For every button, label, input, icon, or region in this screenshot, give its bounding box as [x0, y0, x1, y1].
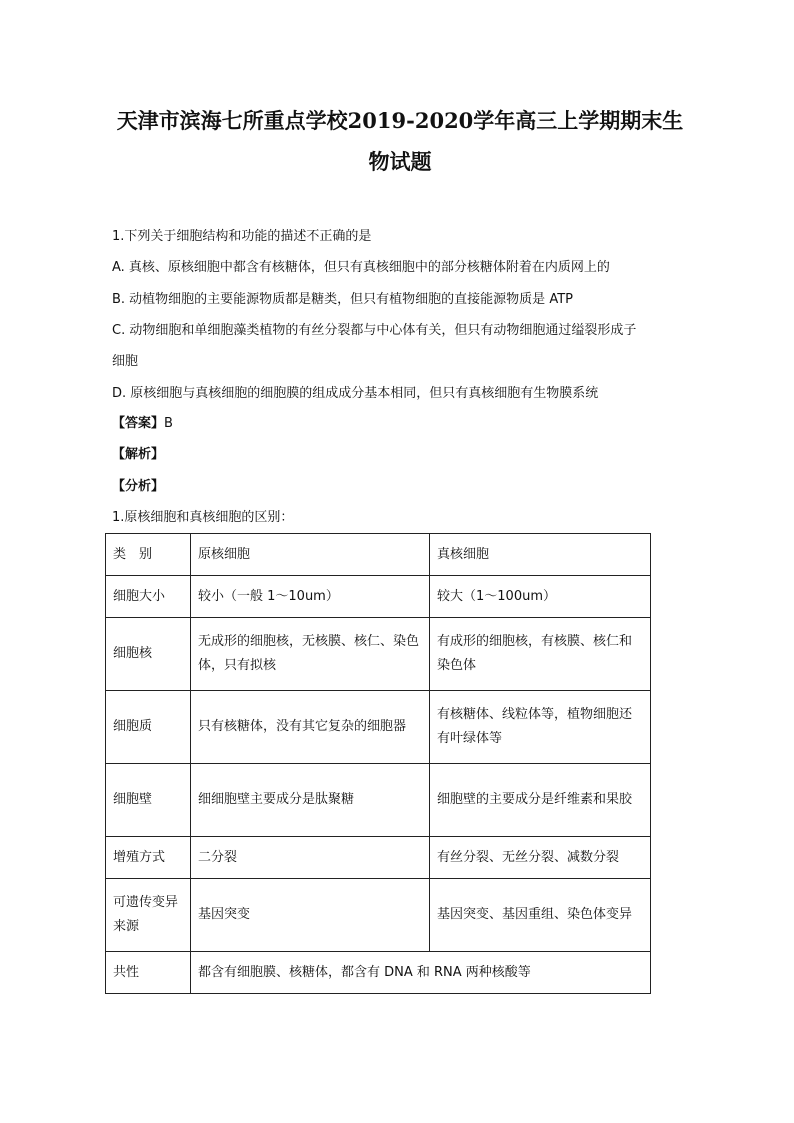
- row-prokaryote: 细细胞壁主要成分是肽聚糖: [191, 764, 430, 837]
- row-category: 细胞核: [106, 618, 191, 691]
- row-category: 可遗传变异来源: [106, 879, 191, 952]
- row-common-traits: 都含有细胞膜、核糖体，都含有 DNA 和 RNA 两种核酸等: [191, 952, 651, 994]
- header-prokaryote: 原核细胞: [191, 534, 430, 576]
- option-b: B. 动植物细胞的主要能源物质都是糖类，但只有植物细胞的直接能源物质是 ATP: [112, 292, 573, 307]
- analysis-label: 【解析】: [112, 447, 165, 462]
- table-row-common: [106, 952, 651, 994]
- document-title-line-2: 物试题: [368, 149, 432, 174]
- row-category: 增殖方式: [106, 837, 191, 879]
- row-prokaryote: 只有核糖体，没有其它复杂的细胞器: [191, 691, 430, 764]
- row-prokaryote: 二分裂: [191, 837, 430, 879]
- fenxi-label: 【分析】: [112, 479, 165, 494]
- table-row: [106, 879, 651, 952]
- row-eukaryote: 有成形的细胞核，有核膜、核仁和染色体: [430, 618, 651, 691]
- option-a: A. 真核、原核细胞中都含有核糖体，但只有真核细胞中的部分核糖体附着在内质网上的: [112, 260, 610, 275]
- document-title-line-1: 天津市滨海七所重点学校2019-2020学年高三上学期期末生: [116, 108, 684, 133]
- option-c: C. 动物细胞和单细胞藻类植物的有丝分裂都与中心体有关，但只有动物细胞通过缢裂形成子: [112, 323, 637, 338]
- table-row: [106, 837, 651, 879]
- row-prokaryote: 基因突变: [191, 879, 430, 952]
- option-c-continued: 细胞: [112, 354, 139, 369]
- row-category: 细胞壁: [106, 764, 191, 837]
- row-category: 共性: [106, 952, 191, 994]
- row-category: 细胞质: [106, 691, 191, 764]
- table-header-row: [106, 534, 651, 576]
- table-row: [106, 764, 651, 837]
- row-eukaryote: 有核糖体、线粒体等，植物细胞还有叶绿体等: [430, 691, 651, 764]
- row-eukaryote: 较大（1～100um）: [430, 576, 651, 618]
- table-row: [106, 618, 651, 691]
- comparison-table: [105, 533, 651, 994]
- answer-line: [112, 415, 173, 433]
- row-eukaryote: 有丝分裂、无丝分裂、减数分裂: [430, 837, 651, 879]
- row-prokaryote: 无成形的细胞核，无核膜、核仁、染色体，只有拟核: [191, 618, 430, 691]
- answer-label: 【答案】: [112, 416, 165, 431]
- row-category: 细胞大小: [106, 576, 191, 618]
- row-eukaryote: 细胞壁的主要成分是纤维素和果胶: [430, 764, 651, 837]
- table-row: [106, 691, 651, 764]
- answer-value: B: [164, 416, 173, 431]
- header-eukaryote: 真核细胞: [430, 534, 651, 576]
- table-intro: 1.原核细胞和真核细胞的区别：: [112, 510, 294, 525]
- header-category: 类 别: [106, 534, 191, 576]
- row-eukaryote: 基因突变、基因重组、染色体变异: [430, 879, 651, 952]
- table-row: [106, 576, 651, 618]
- option-d: D. 原核细胞与真核细胞的细胞膜的组成成分基本相同，但只有真核细胞有生物膜系统: [112, 386, 599, 401]
- row-prokaryote: 较小（一般 1～10um）: [191, 576, 430, 618]
- question-stem: 1.下列关于细胞结构和功能的描述不正确的是: [112, 229, 372, 244]
